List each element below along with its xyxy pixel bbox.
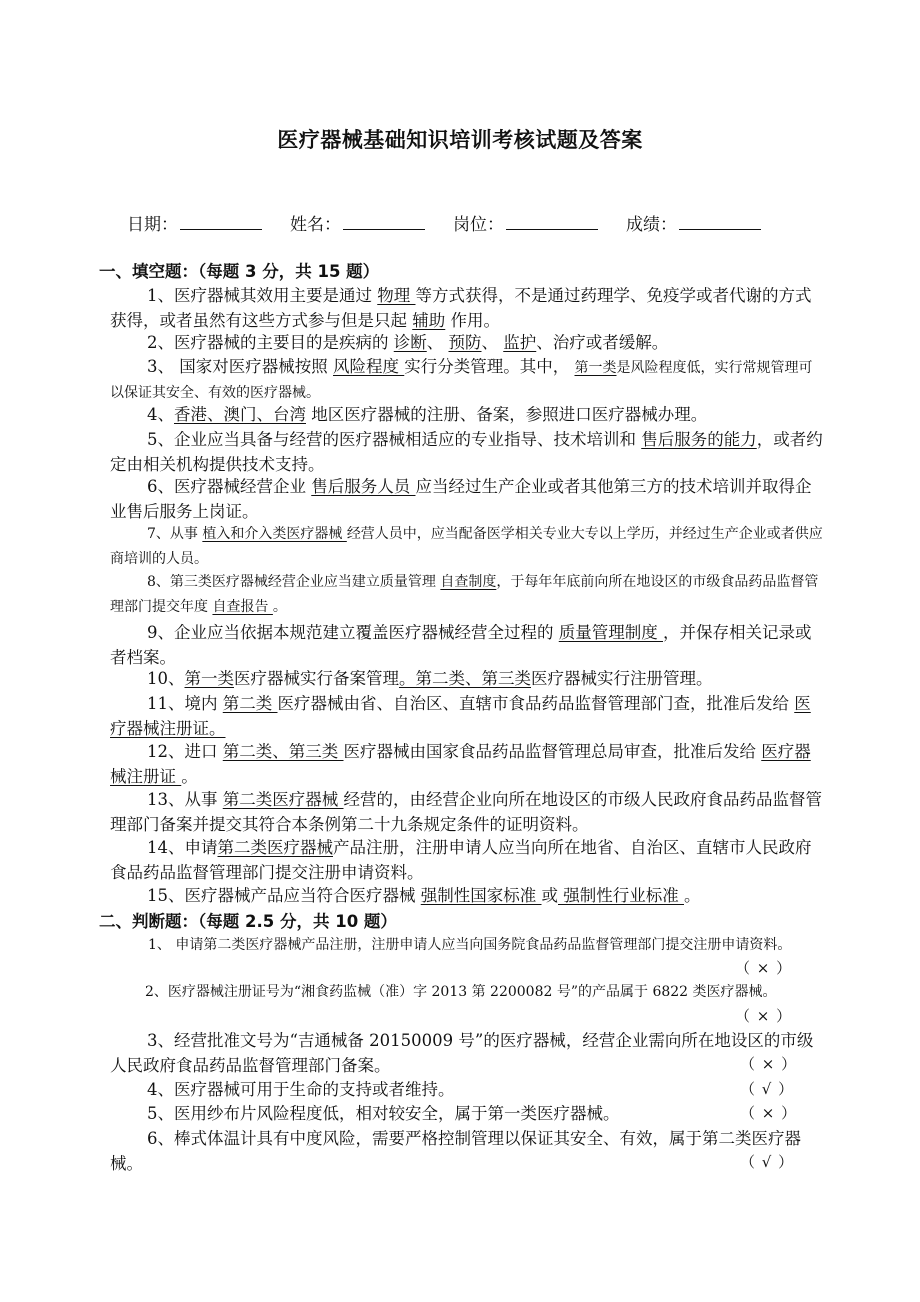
name-blank[interactable] [343, 211, 425, 230]
judge-3-answer: （ × ） [740, 1055, 798, 1073]
name-field: 姓名： [290, 210, 425, 235]
question-9: 9、企业应当依据本规范建立覆盖医疗器械经营全过程的 质量管理制度 ，并保存相关记录或者档案。 [110, 623, 812, 667]
score-blank[interactable] [679, 211, 761, 230]
judge-5: 5、医用纱布片风险程度低，相对较安全，属于第一类医疗器械。 [147, 1104, 620, 1123]
question-3: 3、 国家对医疗器械按照 风险程度 实行分类管理。其中， 第一类是风险程度低，实行常规管理可以保证其安全、有效的医疗器械。 [110, 357, 813, 401]
post-blank[interactable] [506, 211, 598, 230]
header-fields [127, 210, 789, 235]
date-field: 日期： [127, 210, 262, 235]
judge-4-answer: （ √ ） [740, 1080, 795, 1098]
section-fill-in-heading: 一、填空题：（每题 3 分，共 15 题） [99, 262, 380, 281]
question-14: 14、申请第二类医疗器械产品注册，注册申请人应当向所在地省、自治区、直辖市人民政府食品药品监督管理部门提交注册申请资料。 [110, 838, 812, 882]
question-1: 1、医疗器械其效用主要是通过 物理 等方式获得，不是通过药理学、免疫学或者代谢的方式获得，或者虽然有这些方式参与但是只起 辅助 作用。 [110, 286, 812, 330]
question-13: 13、从事 第二类医疗器械 经营的，由经营企业向所在地设区的市级人民政府食品药品监督管理部门备案并提交其符合本条例第二十九条规定条件的证明资料。 [110, 790, 822, 834]
question-8: 8、第三类医疗器械经营企业应当建立质量管理 自查制度，于每年年底前向所在地设区的市级食品药品监督管理部门提交年度 自查报告 。 [110, 574, 819, 615]
question-6: 6、医疗器械经营企业 售后服务人员 应当经过生产企业或者其他第三方的技术培训并取得企业售后服务上岗证。 [110, 477, 812, 521]
judge-3: 3、经营批准文号为“吉通械备 20150009 号”的医疗器械，经营企业需向所在地设区的市级人民政府食品药品监督管理部门备案。 [110, 1031, 814, 1075]
question-15: 15、医疗器械产品应当符合医疗器械 强制性国家标准 或 强制性行业标准 。 [147, 886, 701, 905]
judge-4: 4、医疗器械可用于生命的支持或者维持。 [147, 1080, 455, 1099]
question-7: 7、从事 植入和介入类医疗器械 经营人员中，应当配备医学相关专业大专以上学历，并经过生产企业或者供应商培训的人员。 [110, 526, 823, 567]
judge-2: 2、医疗器械注册证号为“湘食药监械（准）字 2013 第 2200082 号”的产品属于 6822 类医疗器械。 [145, 984, 777, 1000]
document-title: 医疗器械基础知识培训考核试题及答案 [277, 128, 643, 152]
score-field: 成绩： [626, 210, 761, 235]
question-12: 12、进口 第二类、第三类 医疗器械由国家食品药品监督管理总局审查，批准后发给 医疗器械注册证 。 [110, 742, 811, 786]
judge-2-answer: （ × ） [735, 1007, 793, 1025]
judge-6: 6、棒式体温计具有中度风险，需要严格控制管理以保证其安全、有效，属于第二类医疗器械。 [110, 1129, 801, 1173]
question-4: 4、香港、澳门、台湾 地区医疗器械的注册、备案，参照进口医疗器械办理。 [147, 405, 708, 424]
judge-1-answer: （ × ） [735, 959, 793, 977]
judge-6-answer: （ √ ） [740, 1153, 795, 1171]
date-blank[interactable] [180, 211, 262, 230]
question-11: 11、境内 第二类 医疗器械由省、自治区、直辖市食品药品监督管理部门查，批准后发给 医疗器械注册证。 [110, 694, 811, 738]
question-2: 2、医疗器械的主要目的是疾病的 诊断、 预防、 监护、治疗或者缓解。 [147, 333, 669, 352]
judge-1: 1、 申请第二类医疗器械产品注册，注册申请人应当向国务院食品药品监督管理部门提交注册申请资料。 [148, 937, 792, 953]
judge-5-answer: （ × ） [740, 1104, 798, 1122]
question-5: 5、企业应当具备与经营的医疗器械相适应的专业指导、技术培训和 售后服务的能力，或者约定由相关机构提供技术支持。 [110, 430, 823, 474]
post-field: 岗位： [453, 210, 598, 235]
question-10: 10、第一类医疗器械实行备案管理。第二类、第三类医疗器械实行注册管理。 [147, 669, 713, 688]
section-judge-heading: 二、判断题：（每题 2.5 分，共 10 题） [99, 912, 397, 931]
